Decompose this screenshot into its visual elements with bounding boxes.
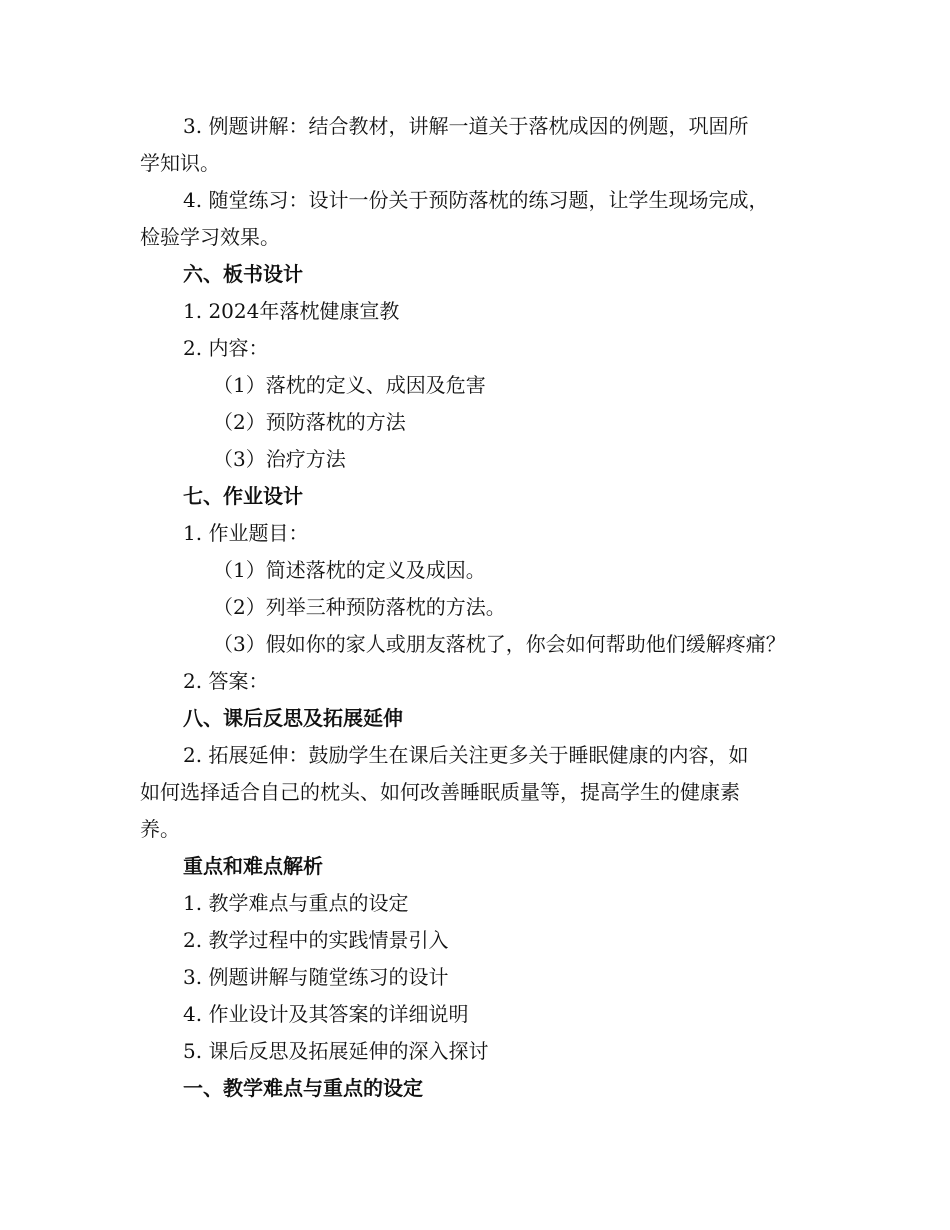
list-item: 5. 课后反思及拓展延伸的深入探讨	[183, 1039, 489, 1063]
list-item: 1. 作业题目：	[183, 521, 309, 545]
sub-list-item: （2）列举三种预防落枕的方法。	[213, 595, 506, 619]
section-heading-homework: 七、作业设计	[183, 484, 303, 508]
section-heading-difficulty: 一、教学难点与重点的设定	[183, 1076, 423, 1100]
sub-list-item: （3）治疗方法	[213, 447, 346, 471]
section-heading-board: 六、板书设计	[183, 262, 303, 286]
list-item: 1. 教学难点与重点的设定	[183, 891, 409, 915]
para-practice-line2: 检验学习效果。	[140, 225, 280, 249]
list-item: 4. 作业设计及其答案的详细说明	[183, 1002, 469, 1026]
sub-list-item: （1）简述落枕的定义及成因。	[213, 558, 486, 582]
list-item: 2. 教学过程中的实践情景引入	[183, 928, 449, 952]
section-heading-reflection: 八、课后反思及拓展延伸	[183, 706, 403, 730]
para-example-line1: 3. 例题讲解：结合教材，讲解一道关于落枕成因的例题，巩固所	[183, 114, 749, 138]
sub-list-item: （1）落枕的定义、成因及危害	[213, 373, 486, 397]
para-extension-line1: 2. 拓展延伸：鼓励学生在课后关注更多关于睡眠健康的内容，如	[183, 743, 749, 767]
list-item: 2. 答案：	[183, 669, 269, 693]
para-example-line2: 学知识。	[140, 151, 220, 175]
para-extension-line2: 如何选择适合自己的枕头、如何改善睡眠质量等，提高学生的健康素	[140, 780, 740, 804]
list-item: 3. 例题讲解与随堂练习的设计	[183, 965, 449, 989]
list-item: 1. 2024年落枕健康宣教	[183, 299, 400, 323]
sub-list-item: （3）假如你的家人或朋友落枕了，你会如何帮助他们缓解疼痛？	[213, 632, 786, 656]
para-practice-line1: 4. 随堂练习：设计一份关于预防落枕的练习题，让学生现场完成，	[183, 188, 769, 212]
para-extension-line3: 养。	[140, 817, 180, 841]
analysis-heading: 重点和难点解析	[183, 854, 323, 878]
sub-list-item: （2）预防落枕的方法	[213, 410, 406, 434]
list-item: 2. 内容：	[183, 336, 269, 360]
